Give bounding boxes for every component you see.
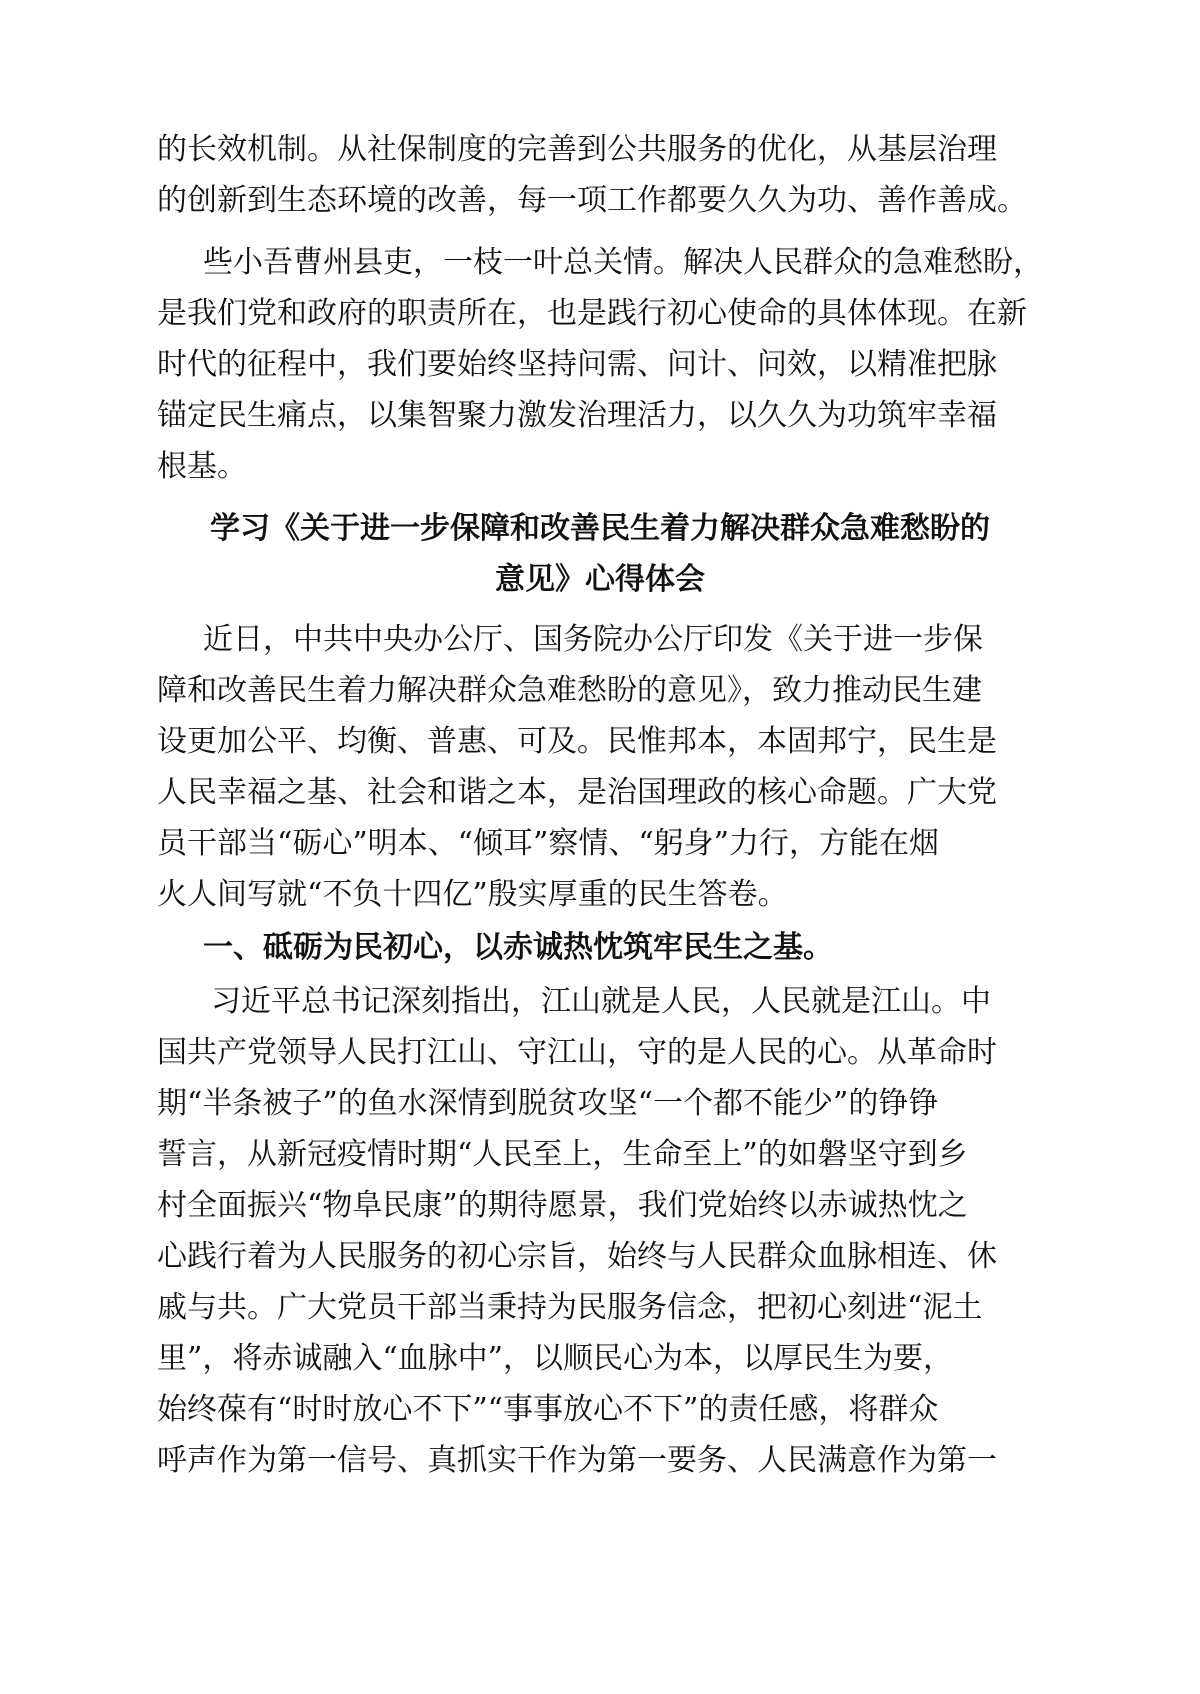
body-line: 心践行着为人民服务的初心宗旨，始终与人民群众血脉相连、休 xyxy=(157,1239,997,1274)
body-line: 期“半条被子”的鱼水深情到脱贫攻坚“一个都不能少”的铮铮 xyxy=(157,1086,939,1121)
body-line: 戚与共。广大党员干部当秉持为民服务信念，把初心刻进“泥土 xyxy=(157,1290,983,1325)
body-line: 习近平总书记深刻指出，江山就是人民，人民就是江山。中 xyxy=(211,984,991,1019)
body-line: 障和改善民生着力解决群众急难愁盼的意见》，致力推动民生建 xyxy=(157,673,982,708)
body-line: 近日，中共中央办公厅、国务院办公厅印发《关于进一步保 xyxy=(203,622,983,657)
body-line: 村全面振兴“物阜民康”的期待愿景，我们党始终以赤诚热忱之 xyxy=(157,1188,968,1223)
body-line: 里”，将赤诚融入“血脉中”，以顺民心为本，以厚民生为要， xyxy=(157,1341,954,1376)
section-heading: 一、砥砺为民初心，以赤诚热忱筑牢民生之基。 xyxy=(203,930,833,965)
body-line: 设更加公平、均衡、普惠、可及。民惟邦本，本固邦宁，民生是 xyxy=(157,724,997,759)
body-line: 时代的征程中，我们要始终坚持问需、问计、问效，以精准把脉 xyxy=(157,347,997,382)
body-line: 火人间写就“不负十四亿”殷实厚重的民生答卷。 xyxy=(157,877,788,912)
body-line: 些小吾曹州县吏，一枝一叶总关情。解决人民群众的急难愁盼， xyxy=(203,245,1043,280)
body-line: 的创新到生态环境的改善，每一项工作都要久久为功、善作善成。 xyxy=(157,183,1027,218)
body-line: 员干部当“砺心”明本、“倾耳”察情、“躬身”力行，方能在烟 xyxy=(157,826,940,861)
body-line: 始终葆有“时时放心不下”“事事放心不下”的责任感，将群众 xyxy=(157,1392,939,1427)
body-line: 的长效机制。从社保制度的完善到公共服务的优化，从基层治理 xyxy=(157,132,997,167)
body-line: 誓言，从新冠疫情时期“人民至上，生命至上”的如磐坚守到乡 xyxy=(157,1137,968,1172)
body-line: 根基。 xyxy=(157,449,247,484)
body-line: 国共产党领导人民打江山、守江山，守的是人民的心。从革命时 xyxy=(157,1035,997,1070)
body-line: 呼声作为第一信号、真抓实干作为第一要务、人民满意作为第一 xyxy=(157,1443,997,1478)
article-title-line: 意见》心得体会 xyxy=(495,562,705,597)
body-line: 人民幸福之基、社会和谐之本，是治国理政的核心命题。广大党 xyxy=(157,775,997,810)
body-line: 锚定民生痛点，以集智聚力激发治理活力，以久久为功筑牢幸福 xyxy=(157,398,997,433)
article-title-line: 学习《关于进一步保障和改善民生着力解决群众急难愁盼的 xyxy=(210,511,990,546)
body-line: 是我们党和政府的职责所在，也是践行初心使命的具体体现。在新 xyxy=(157,296,1027,331)
